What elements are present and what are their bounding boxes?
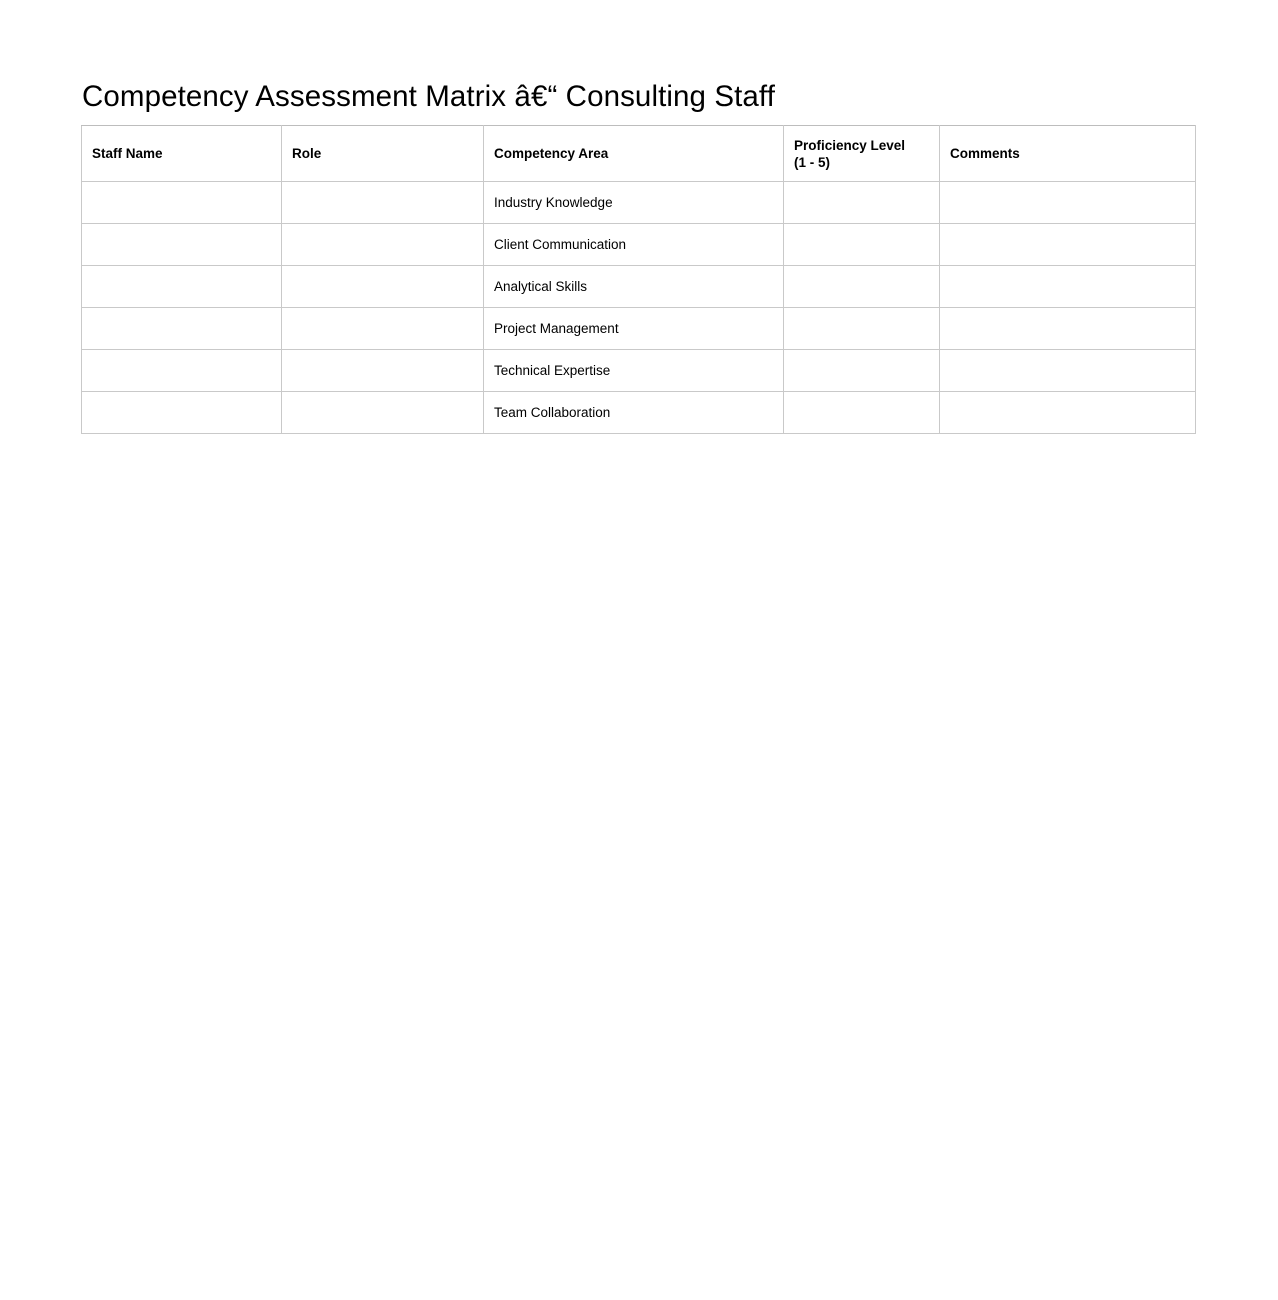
cell-competency-area: Analytical Skills [484, 266, 784, 308]
cell-staff-name[interactable] [82, 266, 282, 308]
column-header-comments-label: Comments [950, 146, 1020, 161]
column-header-role-label: Role [292, 146, 322, 161]
cell-role[interactable] [282, 266, 484, 308]
cell-competency-area: Industry Knowledge [484, 182, 784, 224]
column-header-proficiency-level-label-line-2: (1 - 5) [794, 154, 831, 170]
cell-comments[interactable] [940, 224, 1196, 266]
cell-competency-area: Client Communication [484, 224, 784, 266]
cell-proficiency-level[interactable] [784, 266, 940, 308]
cell-staff-name[interactable] [82, 308, 282, 350]
cell-proficiency-level[interactable] [784, 308, 940, 350]
page-title: Competency Assessment Matrix â€“ Consulting Staff [82, 79, 775, 113]
cell-comments[interactable] [940, 266, 1196, 308]
table-body [82, 182, 1196, 434]
cell-proficiency-level[interactable] [784, 350, 940, 392]
cell-comments[interactable] [940, 392, 1196, 434]
competency-matrix-container [81, 125, 1195, 434]
column-header-proficiency-level [784, 126, 940, 182]
column-header-staff-name [82, 126, 282, 182]
cell-competency-area: Team Collaboration [484, 392, 784, 434]
table-row [82, 224, 1196, 266]
cell-proficiency-level[interactable] [784, 392, 940, 434]
cell-role[interactable] [282, 308, 484, 350]
table-row [82, 392, 1196, 434]
cell-staff-name[interactable] [82, 392, 282, 434]
table-row [82, 266, 1196, 308]
column-header-proficiency-level-label-line-1: Proficiency Level [794, 137, 906, 153]
cell-proficiency-level[interactable] [784, 182, 940, 224]
cell-role[interactable] [282, 392, 484, 434]
cell-comments[interactable] [940, 182, 1196, 224]
cell-role[interactable] [282, 224, 484, 266]
column-header-staff-name-label: Staff Name [92, 146, 163, 161]
table-header [82, 126, 1196, 182]
cell-proficiency-level[interactable] [784, 224, 940, 266]
cell-competency-area: Technical Expertise [484, 350, 784, 392]
table-row [82, 350, 1196, 392]
cell-comments[interactable] [940, 350, 1196, 392]
table-header-row [82, 126, 1196, 182]
cell-staff-name[interactable] [82, 182, 282, 224]
cell-competency-area: Project Management [484, 308, 784, 350]
column-header-role [282, 126, 484, 182]
cell-role[interactable] [282, 182, 484, 224]
cell-role[interactable] [282, 350, 484, 392]
column-header-comments [940, 126, 1196, 182]
cell-staff-name[interactable] [82, 350, 282, 392]
cell-staff-name[interactable] [82, 224, 282, 266]
competency-assessment-table [81, 125, 1196, 434]
table-row [82, 308, 1196, 350]
column-header-competency-area-label: Competency Area [494, 146, 609, 161]
column-header-competency-area [484, 126, 784, 182]
table-row [82, 182, 1196, 224]
cell-comments[interactable] [940, 308, 1196, 350]
